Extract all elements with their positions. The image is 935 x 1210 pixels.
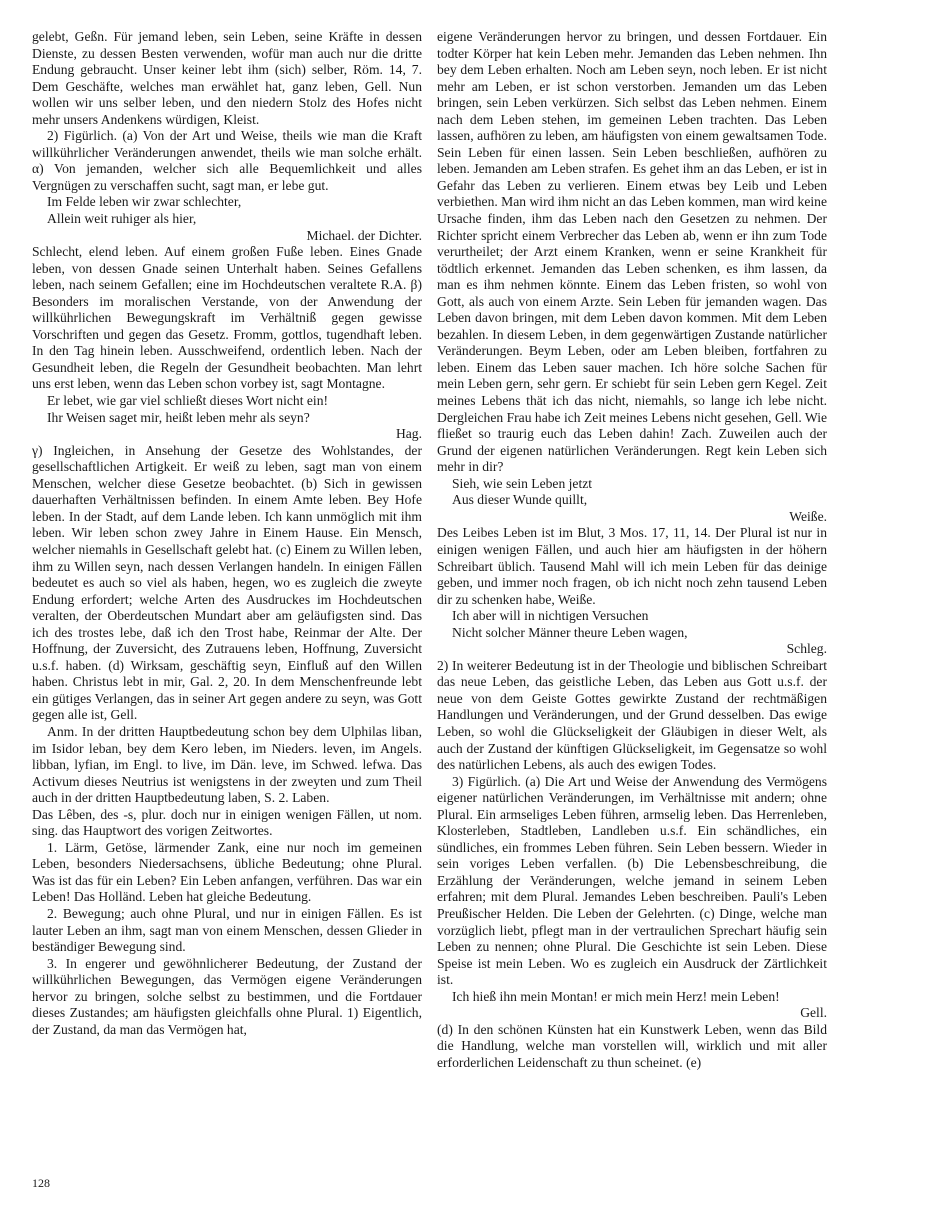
left-column (32, 29, 422, 1038)
verse-line: Aus dieser Wunde quillt, (452, 492, 588, 508)
verse-line: Allein weit ruhiger als hier, (47, 211, 197, 227)
paragraph: eigene Veränderungen hervor zu bringen, und dessen Fortdauer. Ein todter Körper hat kein Leben mehr. Jemanden das Leben nehmen. Ihn bey dem Leben erhalten. Noch am Leben seyn, noch leben. Er ist nicht mehr am Leben, er ist schon verstorben. Jemanden um das Leben bringen, sein Leben verkürzen. Sich selbst das Leben nehmen. Einem nach dem Leben stehen, im gemeinen Leben trachten. Das Leben lassen, aufhören zu leben, am häufigsten von einem gewaltsamen Tode. Sein Leben für einen lassen. Sein Leben beschließen, aufhören zu leben. Jemanden am Leben strafen. Es gehet ihm an das Leben, er ist in Gefahr das Leben zu verlieren. Einem etwas bey Leib und Leben verbiethen. Man wird ihm nicht an das Leben kommen, man wird keine Ursache finden, ihm das Leben nach den Gesetzen zu nehmen. Der Richter spricht einem Verbrecher das Leben ab, wenn er ihn zum Tode verurtheilet; der Arzt einem Kranken, wenn er seine Krankheit für tödtlich erkennet. Jemanden das Leben schenken, es ihm lassen, da man es ihm nehmen könnte. Einem das Leben fristen, so wohl von Gott, als auch von einem Arzte. Sein Leben für jemanden wagen. Das Leben davon bringen, mit dem Leben davon kommen. Mit dem Leben bezahlen. In diesem Leben, in dem gegenwärtigen Zustande natürlicher Veränderungen. Beym Leben, oder am Leben bleiben, fortfahren zu leben. Einem das Leben sauer machen. Ich höre solche Sachen für mein Leben gern, sehr gern. Er schiebt für sein Leben gern Kegel. Zeit meines Lebens thät ich das nicht, niemahls, so lange ich lebe nicht. Dergleichen Frau habe ich Zeit meines Lebens nicht gesehen, Gell. Wie fließet so traurig euch das Leben dahin! Zach. Zuweilen auch der Grund der eigenen natürlichen Veränderungen. Regt kein Leben sich mehr in dir? (437, 29, 828, 475)
citation: Michael. der Dichter. (306, 227, 422, 243)
verse-line: Ich aber will in nichtigen Versuchen (452, 608, 649, 624)
paragraph: Anm. In der dritten Hauptbedeutung schon bey dem Ulphilas liban, im Isidor leban, bey dem Kero leben, im Nieders. leven, im Angels. libban, lyfian, im Engl. to live, im Dän. leve, im Schwed. lefwa. Das Activum dieses Neutrius ist wenigstens in der zweyten und zum Theil auch in der dritten Hauptbedeutung laben, S. 2. Laben. (32, 723, 422, 806)
page-number: 128 (32, 1176, 50, 1190)
paragraph: 3) Figürlich. (a) Die Art und Weise der Anwendung des Vermögens eigener natürlichen Veränderungen, im Verhältnisse mit andern; ohne Plural. Ein armseliges Leben führen, armselig leben. Das Herrenleben, Klosterleben, Stadtleben, Landleben u.s.f. Ein schändliches, ein sündliches, ein frommes Leben führen. Sein Leben bessern. Wieder in sein voriges Leben verfallen. (b) Die Lebensbeschreibung, die Erzählung der Veränderungen, welche jemand in seinem Leben erfahren; mit dem Plural. Jemandes Leben beschreiben. Pauli's Leben Preußischer Helden. Die Leben der Gelehrten. (c) Dinge, welche man vorzüglich liebt, pflegt man in der vertraulichen Sprechart häufig sein Leben zu nennen; ohne Plural. Die Geschichte ist sein Leben. Diese Speise ist mein Leben. Wo es zugleich ein Ausdruck der Zärtlichkeit ist. (437, 773, 827, 988)
verse-line: Nicht solcher Männer theure Leben wagen, (452, 624, 688, 640)
verse-line: Ich hieß ihn mein Montan! er mich mein Herz! mein Leben! (452, 988, 780, 1004)
verse-line: Ihr Weisen saget mir, heißt leben mehr als seyn? (47, 409, 310, 425)
citation: Hag. (395, 426, 422, 442)
paragraph: 3. In engerer und gewöhnlicherer Bedeutung, der Zustand der willkührlichen Bewegungen, das Vermögen eigene Veränderungen hervor zu bringen, solche selbst zu bestimmen, und die Fortdauer dieses Zustandes; am häufigsten gleichfalls ohne Plural. 1) Eigentlich, der Zustand, da man das Vermögen hat, (32, 955, 422, 1037)
paragraph: γ) Ingleichen, in Ansehung der Gesetze des Wohlstandes, der gesellschaftlichen Artigkeit. Er weiß zu leben, sagt man von einem Menschen, welcher diese Gesetze beobachtet. (b) Sich in gewissen dauerhaften Verhältnissen befinden. In einem Amte leben. Bey Hofe leben. In der Stadt, auf dem Lande leben. Ich kann unmöglich mit ihm leben. Wir leben schon zwey Jahre in Einem Hause. Ein Mensch, welcher niemahls in Gesellschaft gelebt hat. (c) Einem zu Willen leben, ihm zu Willen seyn, nach dessen Verlangen handeln. In einigen Fällen bedeutet es auch so viel als haben, hegen, wo es zugleich die zweyte Endung erfordert; welche Arten des Ausdruckes im Hochdeutschen veralten, der Oberdeutschen Mundart aber am geläufigsten sind. Das ich des trostes lebe, daß ich den Trost habe, Reinmar der Alte. Der Hoffnung, der Zuversicht, des Zutrauens leben, Hoffnung, Zuversicht u.s.f. haben. (d) Wirksam, geschäftig seyn, Einfluß auf den Willen haben. Christus lebt in mir, Gal. 2, 20. In dem Menschenfreunde lebt ein gütiges Verlangen, das in seiner Art gegen andere zu seyn, was Gott gegen alle ist, Gell. (32, 442, 422, 723)
paragraph: 2) In weiterer Bedeutung ist in der Theologie und biblischen Schreibart das neue Leben, das geistliche Leben, das Leben aus Gott u.s.f. der neue von dem Geiste Gottes gewirkte Zustand der rechtmäßigen Handlungen und Veränderungen, und der Grund desselben. Das ewige Leben, so wohl die Glückseligkeit der Gläubigen in dieser Welt, als auch der Zustand der künftigen Glückseligkeit, im Gegensatze so wohl des natürlichen Lebens, als auch des ewigen Todes. (437, 657, 827, 773)
paragraph: Das Lêben, des -s, plur. doch nur in einigen wenigen Fällen, ut nom. sing. das Hauptwort des vorigen Zeitwortes. (32, 806, 422, 839)
paragraph: gelebt, Geßn. Für jemand leben, sein Leben, seine Kräfte in dessen Dienste, zu dessen Besten verwenden, wofür man auch nur die dritte Endung gebraucht. Unser keiner lebt ihm (sich) selber, Röm. 14, 7. Dem Geschäfte, welches man erwählet hat, ganz leben, Gell. Nun wollen wir uns selber leben, und den niedern Stolz des Hofes nicht mehr unsers Andenkens würdigen, Kleist. (32, 29, 422, 127)
paragraph: 2) Figürlich. (a) Von der Art und Weise, theils wie man die Kraft willkührlicher Veränderungen anwendet, theils wie man solche erhält. α) Von jemanden, welcher sich alle Bequemlichkeit und alles Vergnügen zu verschaffen sucht, sagt man, er lebe gut. (32, 128, 422, 193)
right-column (437, 29, 827, 1071)
citation: Weiße. (789, 508, 827, 524)
verse-line: Sieh, wie sein Leben jetzt (452, 475, 593, 491)
paragraph: Schlecht, elend leben. Auf einem großen Fuße leben. Eines Gnade leben, von dessen Gnade seinen Unterhalt haben. Seines Gefallens leben, nach seinem Gefallen; eine im Hochdeutschen veraltete R.A. β) Besonders im moralischen Verstande, von der Anwendung der willkührlichen Bewegungskraft im Verhältniß gegen gewisse Vorschriften und gegen das Gesetz. Fromm, gottlos, tugendhaft leben. In den Tag hinein leben. Ausschweifend, ordentlich leben. Nach der Gesundheit leben, die Regeln der Gesundheit beobachten. Man lehrt uns erst leben, wenn das Leben schon vorbey ist, sagt Montagne. (32, 244, 422, 392)
paragraph: Des Leibes Leben ist im Blut, 3 Mos. 17, 11, 14. Der Plural ist nur in einigen wenigen Fällen, und auch hier am häufigsten in der höhern Schreibart üblich. Tausend Mahl will ich mein Leben für das deinige geben, und immer noch fragen, ob ich nicht noch zehn tausend Leben dir zu schenken habe, Weiße. (437, 525, 827, 607)
paragraph: (d) In den schönen Künsten hat ein Kunstwerk Leben, wenn das Bild die Handlung, welche man vorstellen will, wirklich und mit aller erforderlichen Leidenschaft zu thun scheinet. (e) (437, 1021, 827, 1070)
citation: Gell. (800, 1005, 827, 1021)
verse-line: Er lebet, wie gar viel schließt dieses Wort nicht ein! (47, 393, 329, 409)
paragraph: 1. Lärm, Getöse, lärmender Zank, eine nur noch im gemeinen Leben, besonders Niedersachsens, übliche Bedeutung; ohne Plural. Was ist das für ein Leben? Ein Leben anfangen, verführen. Das war ein Leben! Das Holländ. Leben hat gleiche Bedeutung. (32, 839, 422, 905)
citation: Schleg. (786, 641, 827, 657)
verse-line: Im Felde leben wir zwar schlechter, (47, 194, 242, 210)
paragraph: 2. Bewegung; auch ohne Plural, und nur in einigen Fällen. Es ist lauter Leben an ihm, sagt man von einem Menschen, dessen Glieder in beständiger Bewegung sind. (32, 905, 422, 955)
